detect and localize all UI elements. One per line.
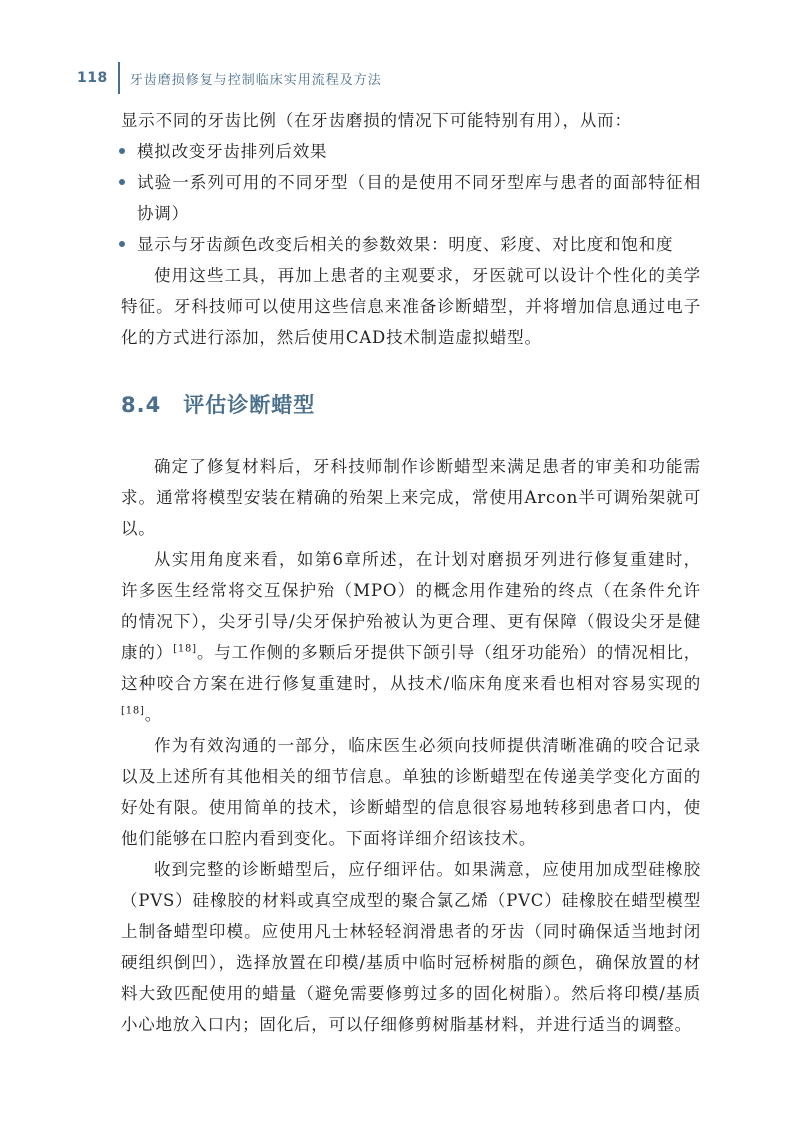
page-number: 118 bbox=[77, 70, 108, 86]
bullet-item bbox=[121, 167, 701, 229]
paragraph: 作为有效沟通的一部分，临床医生必须向技师提供清晰准确的咬合记录以及上述所有其他相关的细节信息。单独的诊断蜡型在传递美学变化方面的好处有限。使用简单的技术，诊断蜡型的信息很容易地转移到患者口内，使他们能够在口腔内看到变化。下面将详细介绍该技术。 bbox=[121, 736, 701, 848]
bullet-item bbox=[121, 229, 701, 260]
paragraph bbox=[121, 544, 701, 730]
running-title: 牙齿磨损修复与控制临床实用流程及方法 bbox=[129, 72, 382, 88]
paragraph-text: 从实用角度来看，如第6章所述，在计划对磨损牙列进行修复重建时，许多医生经常将交互保护殆（MPO）的概念用作建殆的终点（在条件允许的情况下），尖牙引导/尖牙保护殆被认为更合理、更有保障（假设尖牙是健康的） bbox=[121, 550, 701, 662]
paragraph-text: 。 bbox=[144, 705, 163, 724]
bullet-dot-icon bbox=[119, 148, 125, 154]
bullet-text: 试验一系列可用的不同牙型（目的是使用不同牙型库与患者的面部特征相协调） bbox=[137, 173, 701, 223]
bullet-dot-icon bbox=[119, 241, 125, 247]
paragraph: 收到完整的诊断蜡型后，应仔细评估。如果满意，应使用加成型硅橡胶（PVS）硅橡胶的材料或真空成型的聚合氯乙烯（PVC）硅橡胶在蜡型模型上制备蜡型印模。应使用凡士林轻轻润滑患者的牙齿（同时确保适当地封闭硬组织倒凹），选择放置在印模/基质中临时冠桥树脂的颜色，确保放置的材料大致匹配使用的蜡量（避免需要修剪过多的固化树脂）。然后将印模/基质小心地放入口内；固化后，可以仔细修剪树脂基材料，并进行适当的调整。 bbox=[121, 860, 701, 1034]
bullet-dot-icon bbox=[119, 179, 125, 185]
paragraph: 使用这些工具，再加上患者的主观要求，牙医就可以设计个性化的美学特征。牙科技师可以使用这些信息来准备诊断蜡型，并将增加信息通过电子化的方式进行添加，然后使用CAD技术制造虚拟蜡型。 bbox=[121, 266, 701, 347]
section-number: 8.4 bbox=[121, 393, 162, 417]
page-body bbox=[121, 105, 701, 1040]
bullet-text: 模拟改变牙齿排列后效果 bbox=[137, 142, 328, 161]
bullet-list bbox=[121, 136, 701, 260]
header-divider bbox=[118, 62, 120, 94]
section-heading bbox=[121, 389, 701, 421]
bullet-item bbox=[121, 136, 701, 167]
paragraph-text: 。与工作侧的多颗后牙提供下颌引导（组牙功能殆）的情况相比，这种咬合方案在进行修复重建时，从技术/临床角度来看也相对容易实现的 bbox=[121, 643, 701, 693]
paragraph: 确定了修复材料后，牙科技师制作诊断蜡型来满足患者的审美和功能需求。通常将模型安装在精确的殆架上来完成，常使用Arcon半可调殆架就可以。 bbox=[121, 457, 701, 538]
bullet-text: 显示与牙齿颜色改变后相关的参数效果：明度、彩度、对比度和饱和度 bbox=[137, 235, 674, 254]
section-title: 评估诊断蜡型 bbox=[183, 393, 316, 417]
running-header bbox=[77, 62, 382, 94]
citation-ref: [18] bbox=[173, 643, 197, 655]
intro-line: 显示不同的牙齿比例（在牙齿磨损的情况下可能特别有用），从而： bbox=[121, 111, 632, 130]
citation-ref: [18] bbox=[121, 705, 145, 717]
